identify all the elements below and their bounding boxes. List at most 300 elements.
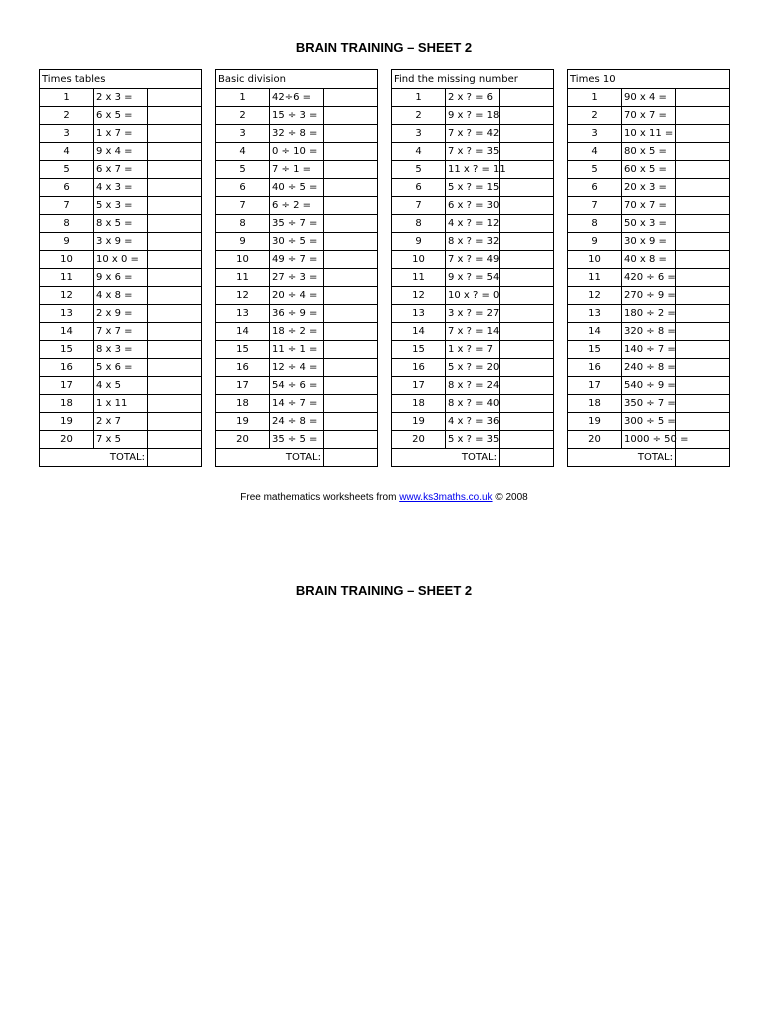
question-row [40, 179, 202, 197]
question-number: 5 [568, 161, 622, 179]
answer-box[interactable] [500, 179, 554, 197]
question-text: 540 ÷ 9 = [622, 377, 676, 395]
question-number: 3 [568, 125, 622, 143]
question-number: 15 [216, 341, 270, 359]
question-row [216, 161, 378, 179]
question-row [392, 341, 554, 359]
answer-box[interactable] [148, 377, 202, 395]
answer-box[interactable] [676, 215, 730, 233]
column-heading: Find the missing number [392, 70, 554, 89]
question-row [568, 179, 730, 197]
question-row [392, 125, 554, 143]
answer-box[interactable] [148, 251, 202, 269]
question-text: 9 x 6 = [94, 269, 148, 287]
question-number: 8 [40, 215, 94, 233]
answer-box[interactable] [676, 179, 730, 197]
question-number: 5 [40, 161, 94, 179]
question-text: 4 x 8 = [94, 287, 148, 305]
question-row [392, 269, 554, 287]
question-row [40, 125, 202, 143]
question-row [216, 323, 378, 341]
answer-box[interactable] [324, 143, 378, 161]
question-text: 270 ÷ 9 = [622, 287, 676, 305]
answer-box[interactable] [148, 143, 202, 161]
answer-box[interactable] [148, 215, 202, 233]
question-number: 11 [392, 269, 446, 287]
question-number: 18 [40, 395, 94, 413]
answer-box[interactable] [148, 197, 202, 215]
answer-box[interactable] [148, 269, 202, 287]
question-row [568, 251, 730, 269]
question-row [40, 251, 202, 269]
question-row [568, 395, 730, 413]
question-number: 2 [216, 107, 270, 125]
question-number: 15 [40, 341, 94, 359]
question-number: 11 [568, 269, 622, 287]
answer-box[interactable] [500, 107, 554, 125]
total-box[interactable] [148, 449, 202, 467]
question-text: 49 ÷ 7 = [270, 251, 324, 269]
answer-box[interactable] [676, 161, 730, 179]
question-number: 9 [40, 233, 94, 251]
question-row [392, 305, 554, 323]
question-number: 6 [392, 179, 446, 197]
question-row [392, 197, 554, 215]
answer-box[interactable] [676, 143, 730, 161]
question-number: 11 [40, 269, 94, 287]
question-row [568, 215, 730, 233]
question-row [392, 377, 554, 395]
question-number: 19 [40, 413, 94, 431]
question-number: 6 [40, 179, 94, 197]
question-number: 12 [568, 287, 622, 305]
question-text: 7 x ? = 35 [446, 143, 500, 161]
question-row [568, 197, 730, 215]
question-text: 180 ÷ 2 = [622, 305, 676, 323]
question-text: 7 x ? = 49 [446, 251, 500, 269]
question-row [568, 305, 730, 323]
question-number: 7 [392, 197, 446, 215]
question-number: 1 [392, 89, 446, 107]
answer-box[interactable] [148, 395, 202, 413]
answer-box[interactable] [500, 269, 554, 287]
question-row [392, 431, 554, 449]
answer-box[interactable] [148, 89, 202, 107]
worksheet-table [567, 69, 730, 467]
total-label: TOTAL: [392, 449, 500, 467]
question-number: 4 [40, 143, 94, 161]
question-text: 11 x ? = 11 [446, 161, 500, 179]
answer-box[interactable] [500, 431, 554, 449]
question-number: 17 [216, 377, 270, 395]
question-text: 5 x 6 = [94, 359, 148, 377]
answer-box[interactable] [324, 395, 378, 413]
answer-box[interactable] [500, 143, 554, 161]
question-row [568, 413, 730, 431]
answer-box[interactable] [676, 269, 730, 287]
question-text: 4 x 3 = [94, 179, 148, 197]
question-text: 9 x ? = 18 [446, 107, 500, 125]
question-row [392, 89, 554, 107]
question-text: 42÷6 = [270, 89, 324, 107]
question-row [216, 287, 378, 305]
question-text: 2 x 7 [94, 413, 148, 431]
question-row [216, 107, 378, 125]
question-text: 4 x ? = 36 [446, 413, 500, 431]
answer-box[interactable] [148, 233, 202, 251]
question-row [392, 413, 554, 431]
question-number: 14 [392, 323, 446, 341]
question-row [40, 161, 202, 179]
answer-box[interactable] [500, 161, 554, 179]
question-text: 9 x 4 = [94, 143, 148, 161]
answer-box[interactable] [324, 215, 378, 233]
question-number: 10 [40, 251, 94, 269]
worksheet-table [39, 69, 202, 467]
question-number: 6 [216, 179, 270, 197]
question-number: 18 [216, 395, 270, 413]
answer-box[interactable] [324, 305, 378, 323]
question-number: 19 [216, 413, 270, 431]
question-row [40, 377, 202, 395]
total-label: TOTAL: [40, 449, 148, 467]
answer-box[interactable] [324, 359, 378, 377]
question-row [216, 89, 378, 107]
question-text: 9 x ? = 54 [446, 269, 500, 287]
footer-suffix: © 2008 [492, 492, 528, 503]
question-row [392, 107, 554, 125]
question-number: 14 [40, 323, 94, 341]
answer-box[interactable] [148, 107, 202, 125]
answer-box[interactable] [500, 251, 554, 269]
question-text: 6 x ? = 30 [446, 197, 500, 215]
question-number: 14 [568, 323, 622, 341]
question-row [216, 377, 378, 395]
question-text: 24 ÷ 8 = [270, 413, 324, 431]
footer-link[interactable]: www.ks3maths.co.uk [399, 492, 493, 503]
question-text: 7 ÷ 1 = [270, 161, 324, 179]
question-row [568, 233, 730, 251]
question-text: 50 x 3 = [622, 215, 676, 233]
answer-box[interactable] [324, 251, 378, 269]
question-number: 12 [392, 287, 446, 305]
question-row [392, 143, 554, 161]
question-text: 20 ÷ 4 = [270, 287, 324, 305]
answer-box[interactable] [676, 341, 730, 359]
question-row [568, 431, 730, 449]
question-text: 7 x 5 [94, 431, 148, 449]
question-row [40, 197, 202, 215]
question-number: 16 [216, 359, 270, 377]
question-number: 5 [392, 161, 446, 179]
answer-box[interactable] [324, 161, 378, 179]
question-number: 17 [568, 377, 622, 395]
question-text: 1000 ÷ 50 = [622, 431, 676, 449]
answer-box[interactable] [500, 197, 554, 215]
question-text: 320 ÷ 8 = [622, 323, 676, 341]
question-row [216, 215, 378, 233]
question-row [40, 323, 202, 341]
question-number: 20 [40, 431, 94, 449]
answer-box[interactable] [500, 377, 554, 395]
answer-box[interactable] [324, 107, 378, 125]
question-text: 10 x 0 = [94, 251, 148, 269]
answer-box[interactable] [324, 89, 378, 107]
answer-box[interactable] [676, 287, 730, 305]
question-number: 8 [568, 215, 622, 233]
question-text: 1 x ? = 7 [446, 341, 500, 359]
question-number: 9 [216, 233, 270, 251]
question-row [216, 269, 378, 287]
answer-box[interactable] [676, 413, 730, 431]
answer-box[interactable] [148, 341, 202, 359]
question-text: 18 ÷ 2 = [270, 323, 324, 341]
question-row [216, 341, 378, 359]
question-row [392, 233, 554, 251]
question-row [40, 395, 202, 413]
question-number: 17 [40, 377, 94, 395]
question-row [216, 251, 378, 269]
question-number: 12 [40, 287, 94, 305]
answer-box[interactable] [148, 305, 202, 323]
answer-box[interactable] [148, 287, 202, 305]
question-text: 5 x ? = 15 [446, 179, 500, 197]
question-number: 20 [392, 431, 446, 449]
answer-box[interactable] [324, 197, 378, 215]
question-text: 2 x ? = 6 [446, 89, 500, 107]
column-heading: Times tables [40, 70, 202, 89]
total-label: TOTAL: [216, 449, 324, 467]
question-text: 7 x ? = 42 [446, 125, 500, 143]
question-text: 7 x ? = 14 [446, 323, 500, 341]
question-text: 35 ÷ 7 = [270, 215, 324, 233]
worksheet-times-tables [39, 69, 202, 467]
question-text: 27 ÷ 3 = [270, 269, 324, 287]
question-row [40, 341, 202, 359]
question-number: 2 [392, 107, 446, 125]
question-text: 30 ÷ 5 = [270, 233, 324, 251]
question-text: 8 x ? = 24 [446, 377, 500, 395]
question-text: 2 x 3 = [94, 89, 148, 107]
question-row [216, 395, 378, 413]
total-box[interactable] [676, 449, 730, 467]
answer-box[interactable] [676, 377, 730, 395]
worksheet-table [215, 69, 378, 467]
answer-box[interactable] [500, 215, 554, 233]
worksheet-missing-number [391, 69, 554, 467]
question-text: 40 x 8 = [622, 251, 676, 269]
question-row [392, 287, 554, 305]
question-row [568, 359, 730, 377]
answer-box[interactable] [148, 323, 202, 341]
answer-box[interactable] [324, 179, 378, 197]
question-number: 16 [392, 359, 446, 377]
question-row [568, 125, 730, 143]
question-text: 2 x 9 = [94, 305, 148, 323]
question-row [568, 107, 730, 125]
question-row [40, 89, 202, 107]
answer-box[interactable] [324, 269, 378, 287]
question-number: 20 [216, 431, 270, 449]
question-row [40, 359, 202, 377]
answer-box[interactable] [324, 287, 378, 305]
question-text: 1 x 7 = [94, 125, 148, 143]
answer-box[interactable] [676, 323, 730, 341]
question-row [216, 143, 378, 161]
question-text: 90 x 4 = [622, 89, 676, 107]
answer-box[interactable] [324, 341, 378, 359]
answer-box[interactable] [676, 251, 730, 269]
answer-box[interactable] [500, 125, 554, 143]
question-text: 7 x 7 = [94, 323, 148, 341]
question-number: 8 [216, 215, 270, 233]
question-text: 3 x 9 = [94, 233, 148, 251]
column-heading: Times 10 [568, 70, 730, 89]
question-row [568, 323, 730, 341]
total-box[interactable] [324, 449, 378, 467]
question-number: 17 [392, 377, 446, 395]
answer-box[interactable] [324, 233, 378, 251]
answer-box[interactable] [500, 323, 554, 341]
question-row [392, 251, 554, 269]
answer-box[interactable] [148, 179, 202, 197]
answer-box[interactable] [676, 359, 730, 377]
question-number: 16 [40, 359, 94, 377]
question-number: 4 [216, 143, 270, 161]
answer-box[interactable] [500, 341, 554, 359]
question-number: 19 [392, 413, 446, 431]
question-text: 5 x 3 = [94, 197, 148, 215]
question-row [216, 359, 378, 377]
question-text: 14 ÷ 7 = [270, 395, 324, 413]
question-number: 10 [216, 251, 270, 269]
answer-box[interactable] [324, 413, 378, 431]
answer-box[interactable] [148, 125, 202, 143]
question-number: 3 [392, 125, 446, 143]
question-row [40, 143, 202, 161]
question-text: 240 ÷ 8 = [622, 359, 676, 377]
question-number: 3 [40, 125, 94, 143]
answer-box[interactable] [676, 395, 730, 413]
question-number: 19 [568, 413, 622, 431]
answer-box[interactable] [500, 305, 554, 323]
question-text: 80 x 5 = [622, 143, 676, 161]
question-number: 7 [216, 197, 270, 215]
question-row [568, 287, 730, 305]
question-number: 8 [392, 215, 446, 233]
question-text: 32 ÷ 8 = [270, 125, 324, 143]
question-text: 8 x 5 = [94, 215, 148, 233]
question-number: 18 [392, 395, 446, 413]
answer-box[interactable] [324, 323, 378, 341]
question-row [40, 431, 202, 449]
answer-box[interactable] [324, 377, 378, 395]
question-number: 4 [392, 143, 446, 161]
question-number: 5 [216, 161, 270, 179]
question-text: 10 x 11 = [622, 125, 676, 143]
question-row [392, 359, 554, 377]
question-number: 1 [568, 89, 622, 107]
question-row [392, 179, 554, 197]
question-text: 8 x ? = 40 [446, 395, 500, 413]
question-text: 140 ÷ 7 = [622, 341, 676, 359]
question-text: 20 x 3 = [622, 179, 676, 197]
answer-box[interactable] [676, 305, 730, 323]
question-row [40, 233, 202, 251]
answer-box[interactable] [676, 89, 730, 107]
question-row [216, 431, 378, 449]
total-box[interactable] [500, 449, 554, 467]
question-row [40, 305, 202, 323]
question-text: 60 x 5 = [622, 161, 676, 179]
answer-box[interactable] [676, 107, 730, 125]
answer-box[interactable] [324, 125, 378, 143]
question-number: 10 [392, 251, 446, 269]
question-row [568, 89, 730, 107]
question-number: 11 [216, 269, 270, 287]
question-number: 9 [568, 233, 622, 251]
worksheet-times-10 [567, 69, 730, 467]
question-text: 1 x 11 [94, 395, 148, 413]
answer-box[interactable] [500, 359, 554, 377]
answer-box[interactable] [148, 359, 202, 377]
answer-box[interactable] [148, 413, 202, 431]
answer-box[interactable] [500, 287, 554, 305]
answer-box[interactable] [500, 233, 554, 251]
answer-box[interactable] [676, 233, 730, 251]
answer-box[interactable] [676, 125, 730, 143]
question-number: 7 [568, 197, 622, 215]
question-text: 6 x 5 = [94, 107, 148, 125]
question-number: 16 [568, 359, 622, 377]
answer-box[interactable] [148, 161, 202, 179]
question-text: 6 ÷ 2 = [270, 197, 324, 215]
question-row [568, 377, 730, 395]
question-text: 420 ÷ 6 = [622, 269, 676, 287]
question-row [216, 179, 378, 197]
question-row [568, 143, 730, 161]
worksheet-table [391, 69, 554, 467]
answer-box[interactable] [148, 431, 202, 449]
question-number: 7 [40, 197, 94, 215]
question-number: 6 [568, 179, 622, 197]
question-number: 15 [568, 341, 622, 359]
answer-box[interactable] [676, 197, 730, 215]
answer-box[interactable] [500, 413, 554, 431]
answer-box[interactable] [500, 89, 554, 107]
question-text: 10 x ? = 0 [446, 287, 500, 305]
question-number: 2 [568, 107, 622, 125]
answer-box[interactable] [500, 395, 554, 413]
question-row [216, 413, 378, 431]
question-text: 70 x 7 = [622, 107, 676, 125]
answer-box[interactable] [324, 431, 378, 449]
question-number: 12 [216, 287, 270, 305]
question-row [40, 287, 202, 305]
question-text: 54 ÷ 6 = [270, 377, 324, 395]
question-row [392, 323, 554, 341]
question-text: 35 ÷ 5 = [270, 431, 324, 449]
question-number: 10 [568, 251, 622, 269]
question-text: 11 ÷ 1 = [270, 341, 324, 359]
question-text: 30 x 9 = [622, 233, 676, 251]
question-text: 40 ÷ 5 = [270, 179, 324, 197]
question-number: 2 [40, 107, 94, 125]
footer-prefix: Free mathematics worksheets from [240, 492, 400, 503]
question-row [568, 341, 730, 359]
question-text: 36 ÷ 9 = [270, 305, 324, 323]
question-text: 300 ÷ 5 = [622, 413, 676, 431]
